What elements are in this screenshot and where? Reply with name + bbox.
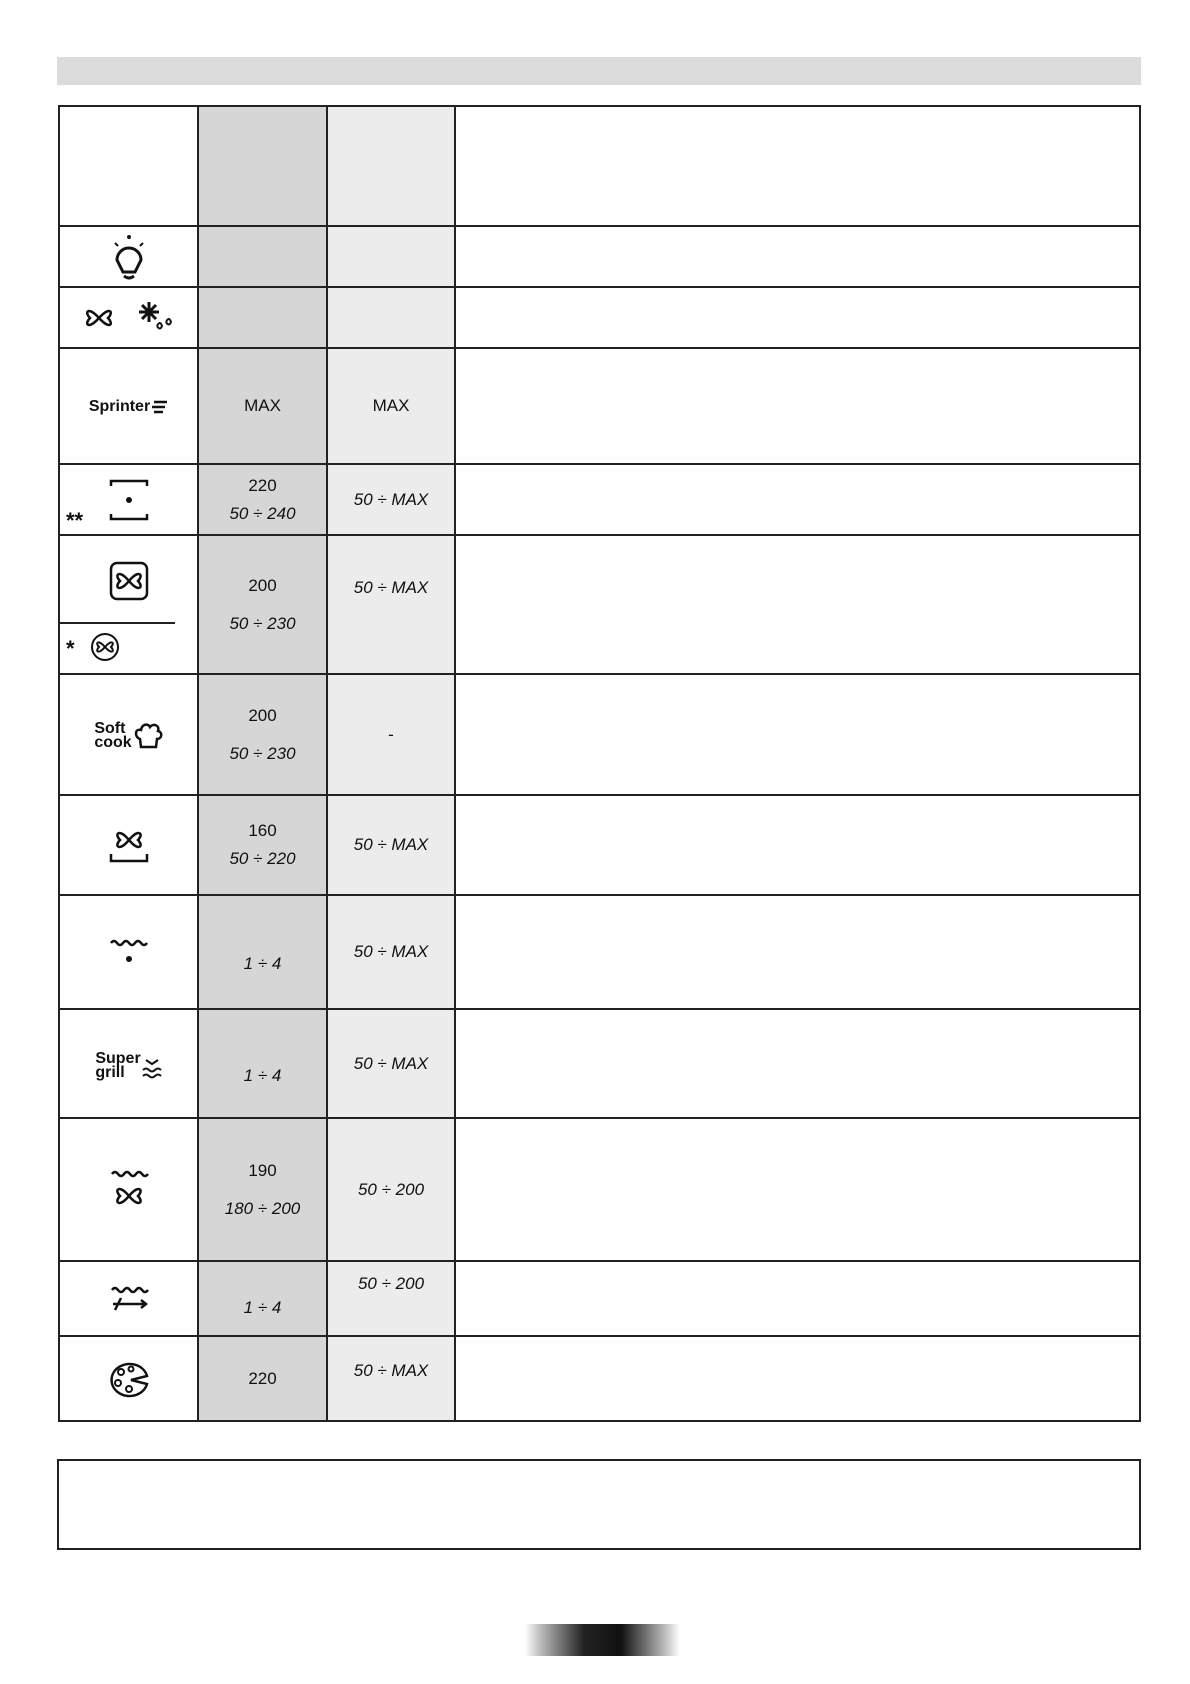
table-row — [59, 106, 1140, 226]
super-grill-icon: Super grill — [95, 1052, 161, 1080]
microwave-power: - — [388, 724, 394, 744]
table-row — [59, 895, 1140, 1009]
table-row — [59, 464, 1140, 535]
footnote-star: * — [66, 636, 75, 661]
soft-cook-icon: Soft cook — [94, 721, 162, 751]
table-row — [59, 287, 1140, 348]
rotisserie-grill-icon — [107, 1284, 151, 1314]
temperature-range: 50 ÷ 230 — [229, 743, 296, 763]
microwave-power: 50 ÷ MAX — [353, 578, 429, 597]
temperature-default: MAX — [244, 396, 281, 415]
microwave-power: 50 ÷ MAX — [353, 835, 429, 854]
header-bar — [57, 57, 1141, 85]
footnote-star: ** — [66, 508, 84, 533]
temperature-default: 220 — [248, 1368, 277, 1388]
table-row — [59, 1118, 1140, 1261]
table-row — [59, 1336, 1140, 1421]
header-micro-cell — [327, 106, 455, 226]
header-temp-cell — [198, 106, 327, 226]
temperature-default: 220 — [248, 475, 277, 495]
table-row — [59, 535, 1140, 674]
oven-functions-table — [58, 105, 1141, 1422]
microwave-power: 50 ÷ 200 — [357, 1274, 425, 1293]
temperature-default: 190 — [248, 1160, 277, 1180]
temperature-range: 50 ÷ 230 — [229, 613, 296, 633]
temperature-default: 160 — [248, 821, 277, 840]
temperature-range: 180 ÷ 200 — [224, 1198, 301, 1218]
header-icon-cell — [59, 106, 198, 226]
defrost-icon — [135, 300, 175, 336]
page-number-tab — [525, 1624, 680, 1656]
sprinter-icon: Sprinter — [88, 398, 151, 415]
microwave-power: 50 ÷ MAX — [353, 942, 429, 961]
table-row — [59, 795, 1140, 895]
fan-icon — [82, 302, 116, 334]
grill-level-range: 1 ÷ 4 — [243, 954, 282, 973]
grill-level-range: 1 ÷ 4 — [243, 1298, 282, 1317]
footnote-box — [57, 1459, 1141, 1550]
oven-lamp-icon — [109, 234, 149, 280]
microwave-power: 50 ÷ MAX — [353, 1361, 429, 1380]
header-desc-cell — [455, 106, 1140, 226]
fan-grill-icon — [107, 1168, 151, 1212]
top-bottom-heat-icon — [107, 478, 151, 522]
fan-heat-icon — [107, 560, 151, 604]
table-row — [59, 226, 1140, 287]
cell-divider — [60, 622, 175, 624]
table-row — [59, 1261, 1140, 1336]
microwave-power: 50 ÷ 200 — [357, 1179, 425, 1199]
grill-level-range: 1 ÷ 4 — [243, 1066, 282, 1085]
table-row — [59, 348, 1140, 464]
temperature-range: 50 ÷ 220 — [229, 849, 296, 868]
temperature-default: 200 — [248, 705, 277, 725]
microwave-power: 50 ÷ MAX — [353, 1053, 429, 1073]
temperature-range: 50 ÷ 240 — [229, 503, 296, 523]
fan-ring-icon — [90, 632, 120, 662]
table-row — [59, 1009, 1140, 1118]
table-row — [59, 674, 1140, 795]
pizza-icon — [107, 1360, 151, 1398]
grill-icon — [107, 937, 151, 967]
fan-bottom-heat-icon — [107, 824, 151, 866]
microwave-power: 50 ÷ MAX — [353, 489, 429, 509]
microwave-power: MAX — [372, 396, 410, 415]
temperature-default: 200 — [248, 575, 277, 595]
